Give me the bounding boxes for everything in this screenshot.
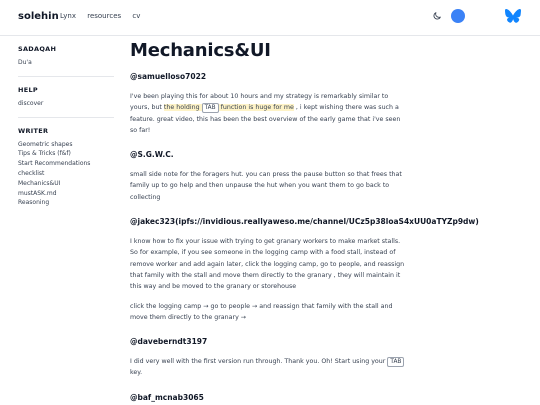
tab-key-badge: TAB (387, 357, 404, 367)
brand-logo[interactable]: solehin (18, 11, 59, 22)
top-nav (60, 12, 149, 20)
nav-link-lynx[interactable]: Lynx (60, 12, 76, 20)
comment-text: key. (130, 369, 143, 377)
nav-link-cv[interactable]: cv (132, 12, 141, 20)
sidebar-item-checklist[interactable]: checklist (18, 169, 45, 177)
comment-body (130, 356, 406, 379)
comment-body (130, 91, 406, 136)
sidebar-divider (18, 117, 114, 118)
sidebar-item-reasoning[interactable]: Reasoning (18, 199, 50, 207)
butterfly-icon[interactable] (505, 9, 521, 23)
toggle-icon[interactable] (451, 9, 465, 23)
comment-text: , i kept wishing there was such a feature. great video, this has been the best overview of the early game that i've seen so far! (130, 104, 401, 134)
page-title: Mechanics&UI (130, 40, 271, 61)
nav-link-resources[interactable]: resources (87, 12, 122, 20)
main-content (130, 40, 479, 405)
comment-author: @baf_mcnab3065 (130, 392, 204, 402)
highlight-text (164, 104, 294, 111)
sidebar-section-writer: WRITER (18, 126, 49, 135)
sidebar-section-sadaqah: SADAQAH (18, 45, 57, 53)
sidebar-item-geometric-shapes[interactable]: Geometric shapes (18, 140, 73, 148)
highlight-text-part: the holding (163, 104, 202, 112)
comment-text: I did very well with the first version run through. Thank you. Oh! Start using your (130, 358, 388, 366)
comment-author: @samuelloso7022 (130, 72, 207, 81)
sidebar-item-mechanics-ui[interactable]: Mechanics&UI (18, 179, 61, 187)
sidebar-item-tips-tricks[interactable]: Tips & Tricks (f&f) (18, 150, 71, 158)
sidebar (18, 42, 114, 208)
comment-body: small side note for the foragers hut. you can press the pause button so that frees that family up to go help and then unpause the hut when you want them to go back to collecting (130, 171, 402, 201)
comment-author: @S.G.W.C. (130, 150, 174, 160)
sidebar-item-discover[interactable]: discover (18, 99, 44, 107)
tab-key-badge: TAB (202, 103, 219, 113)
sidebar-item-start-recommendations[interactable]: Start Recommendations (18, 160, 91, 168)
comment-body: click the logging camp → go to people → and reassign that family with the stall and move them directly to the granary → (130, 302, 393, 321)
highlight-text-part: function is huge for me (218, 104, 294, 112)
comment-text: I've been playing this for about 10 hours and my strategy is remarkably similar to yours, but (130, 93, 389, 112)
comment-author: @jakec323(ipfs://invidious.reallyaweso.me/channel/UCz5p38loaS4xUU0aTYZp9dw) (130, 217, 479, 227)
sidebar-section-help: HELP (18, 85, 38, 94)
sidebar-item-dua[interactable]: Du'a (18, 59, 32, 66)
comment-body: I know how to fix your issue with trying to get granary workers to make market stalls. So for example, if you see someone in the logging camp with a food stall, instead of remove worker and add again later, click the logging camp, go to people, and reassign that family with the stall and move them directly to the granary , they will maintain it this way and be moved to the granary or storehouse (130, 238, 405, 291)
top-bar (0, 0, 540, 36)
moon-icon[interactable] (432, 11, 442, 21)
comment-author: @daveberndt3197 (130, 337, 208, 347)
sidebar-item-mustask[interactable]: mustASK.md (18, 189, 57, 197)
sidebar-divider (18, 76, 114, 77)
